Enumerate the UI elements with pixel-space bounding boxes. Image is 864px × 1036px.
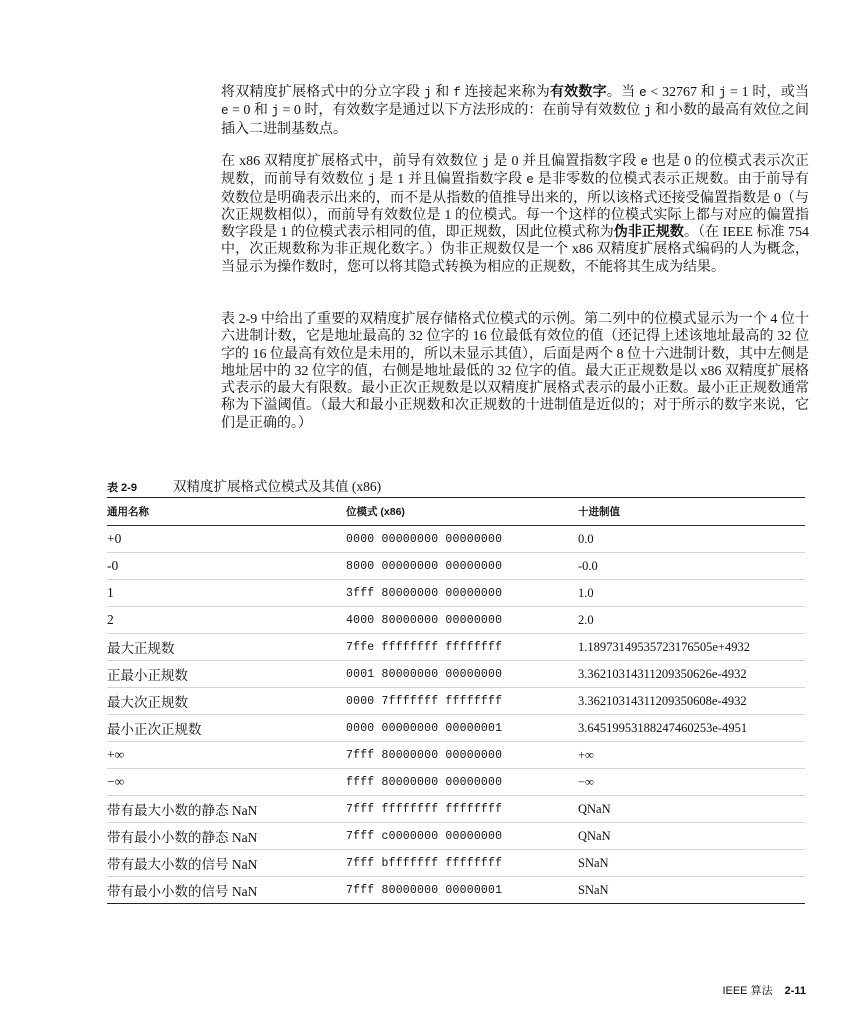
table-row — [107, 688, 805, 715]
cell-decimal: QNaN — [578, 823, 805, 850]
cell-bits: 7fff 80000000 00000000 — [346, 742, 578, 769]
cell-bits: 7fff 80000000 00000001 — [346, 877, 578, 904]
paragraph-table-intro: 表 2-9 中给出了重要的双精度扩展存储格式位模式的示例。第二列中的位模式显示为一个 4 位十六进制计数，它是地址最高的 32 位字的 16 位最低有效位的值（还记得上述该地址最高的 32 位字的 16 位最高有效位是未用的，所以未显示其值），后面是两个 8 位十六进制计数，其中左侧是地址居中的 32 位字的值，右侧是地址最低的 32 位字的值。最大正正规数是以 x86 双精度扩展格式表示的最大有限数。最小正次正规数是以双精度扩展格式表示的最小正数。最小正正规数通常称为下溢阈值。（最大和最小正规数和次正规数的十进制值是近似的；对于所示的数字来说，它们是正确的。） — [221, 312, 809, 431]
cell-name: 2 — [107, 607, 346, 634]
cell-bits: 4000 80000000 00000000 — [346, 607, 578, 634]
cell-bits: 7fff c0000000 00000000 — [346, 823, 578, 850]
cell-decimal: 3.36210314311209350626e-4932 — [578, 661, 805, 688]
cell-bits: 3fff 80000000 00000000 — [346, 580, 578, 607]
cell-decimal: 3.64519953188247460253e-4951 — [578, 715, 805, 742]
cell-name: 带有最大小数的静态 NaN — [107, 796, 346, 823]
paragraph-pseudo-denormal: 在 x86 双精度扩展格式中，前导有效数位 j 是 0 并且偏置指数字段 e 也是 0 的位模式表示次正规数，而前导有效数位 j 是 1 并且偏置指数字段 e 是非零数的位模式表示正规数。由于前导有效数位是明确表示出来的，而不是从指数的值推导出来的，所以该格式还接受偏置指数是 0（与次正规数相似），而前导有效数位是 1 的位模式。每一个这样的位模式实际上都与对应的偏置指数字段是 1 的位模式表示相同的值，即正规数，因此位模式称为伪非正规数。（在 IEEE 标准 754 中，次正规数称为非正规化数字。）伪非正规数仅是一个 x86 双精度扩展格式编码的人为概念，当显示为操作数时，您可以将其隐式转换为相应的正规数，不能将其生成为结果。 — [221, 154, 810, 275]
cell-decimal: QNaN — [578, 796, 805, 823]
cell-bits: 0000 7fffffff ffffffff — [346, 688, 578, 715]
cell-bits: 0000 00000000 00000000 — [346, 526, 578, 553]
cell-decimal: 2.0 — [578, 607, 805, 634]
cell-name: 带有最小小数的静态 NaN — [107, 823, 346, 850]
cell-bits: ffff 80000000 00000000 — [346, 769, 578, 796]
cell-bits: 7fff ffffffff ffffffff — [346, 796, 578, 823]
cell-name: 带有最大小数的信号 NaN — [107, 850, 346, 877]
cell-decimal: −∞ — [578, 769, 805, 796]
bit-pattern-table — [107, 497, 805, 904]
cell-decimal: SNaN — [578, 877, 805, 904]
table-row — [107, 769, 805, 796]
cell-name: 最大正规数 — [107, 634, 346, 661]
cell-bits: 0001 80000000 00000000 — [346, 661, 578, 688]
cell-bits: 7fff bfffffff ffffffff — [346, 850, 578, 877]
table-row — [107, 580, 805, 607]
table-caption — [107, 475, 381, 495]
table-header-row — [107, 498, 805, 526]
cell-decimal: 1.18973149535723176505e+4932 — [578, 634, 805, 661]
table-row — [107, 634, 805, 661]
cell-name: 带有最小小数的信号 NaN — [107, 877, 346, 904]
table-row — [107, 877, 805, 904]
cell-name: 1 — [107, 580, 346, 607]
page-footer — [722, 982, 806, 998]
paragraph-significand: 将双精度扩展格式中的分立字段 j 和 f 连接起来称为有效数字。当 e < 32767 和 j = 1 时，或当 e = 0 和 j = 0 时，有效数字是通过以下方法形成的：在前导有效数位 j 和小数的最高有效位之间插入二进制基数点。 — [221, 85, 810, 137]
cell-name: -0 — [107, 553, 346, 580]
header-bit-pattern: 位模式 (x86) — [346, 498, 578, 526]
cell-name: +∞ — [107, 742, 346, 769]
table-label: 表 2-9 — [107, 482, 137, 494]
table-row — [107, 607, 805, 634]
cell-name: −∞ — [107, 769, 346, 796]
cell-decimal: 1.0 — [578, 580, 805, 607]
header-decimal-value: 十进制值 — [578, 498, 805, 526]
table-title: 双精度扩展格式位模式及其值 (x86) — [172, 479, 382, 494]
cell-name: 最大次正规数 — [107, 688, 346, 715]
footer-section: IEEE 算法 — [722, 985, 773, 997]
cell-bits: 8000 00000000 00000000 — [346, 553, 578, 580]
cell-decimal: SNaN — [578, 850, 805, 877]
page-number: 2-11 — [784, 985, 806, 997]
cell-name: 正最小正规数 — [107, 661, 346, 688]
table-row — [107, 742, 805, 769]
cell-decimal: -0.0 — [578, 553, 805, 580]
table-row — [107, 661, 805, 688]
cell-bits: 7ffe ffffffff ffffffff — [346, 634, 578, 661]
table-row — [107, 715, 805, 742]
table-row — [107, 553, 805, 580]
cell-name: 最小正次正规数 — [107, 715, 346, 742]
table-row — [107, 850, 805, 877]
cell-name: +0 — [107, 526, 346, 553]
cell-decimal: +∞ — [578, 742, 805, 769]
table-row — [107, 526, 805, 553]
cell-bits: 0000 00000000 00000001 — [346, 715, 578, 742]
header-common-name: 通用名称 — [107, 498, 346, 526]
table-row — [107, 823, 805, 850]
cell-decimal: 3.36210314311209350608e-4932 — [578, 688, 805, 715]
table-row — [107, 796, 805, 823]
cell-decimal: 0.0 — [578, 526, 805, 553]
